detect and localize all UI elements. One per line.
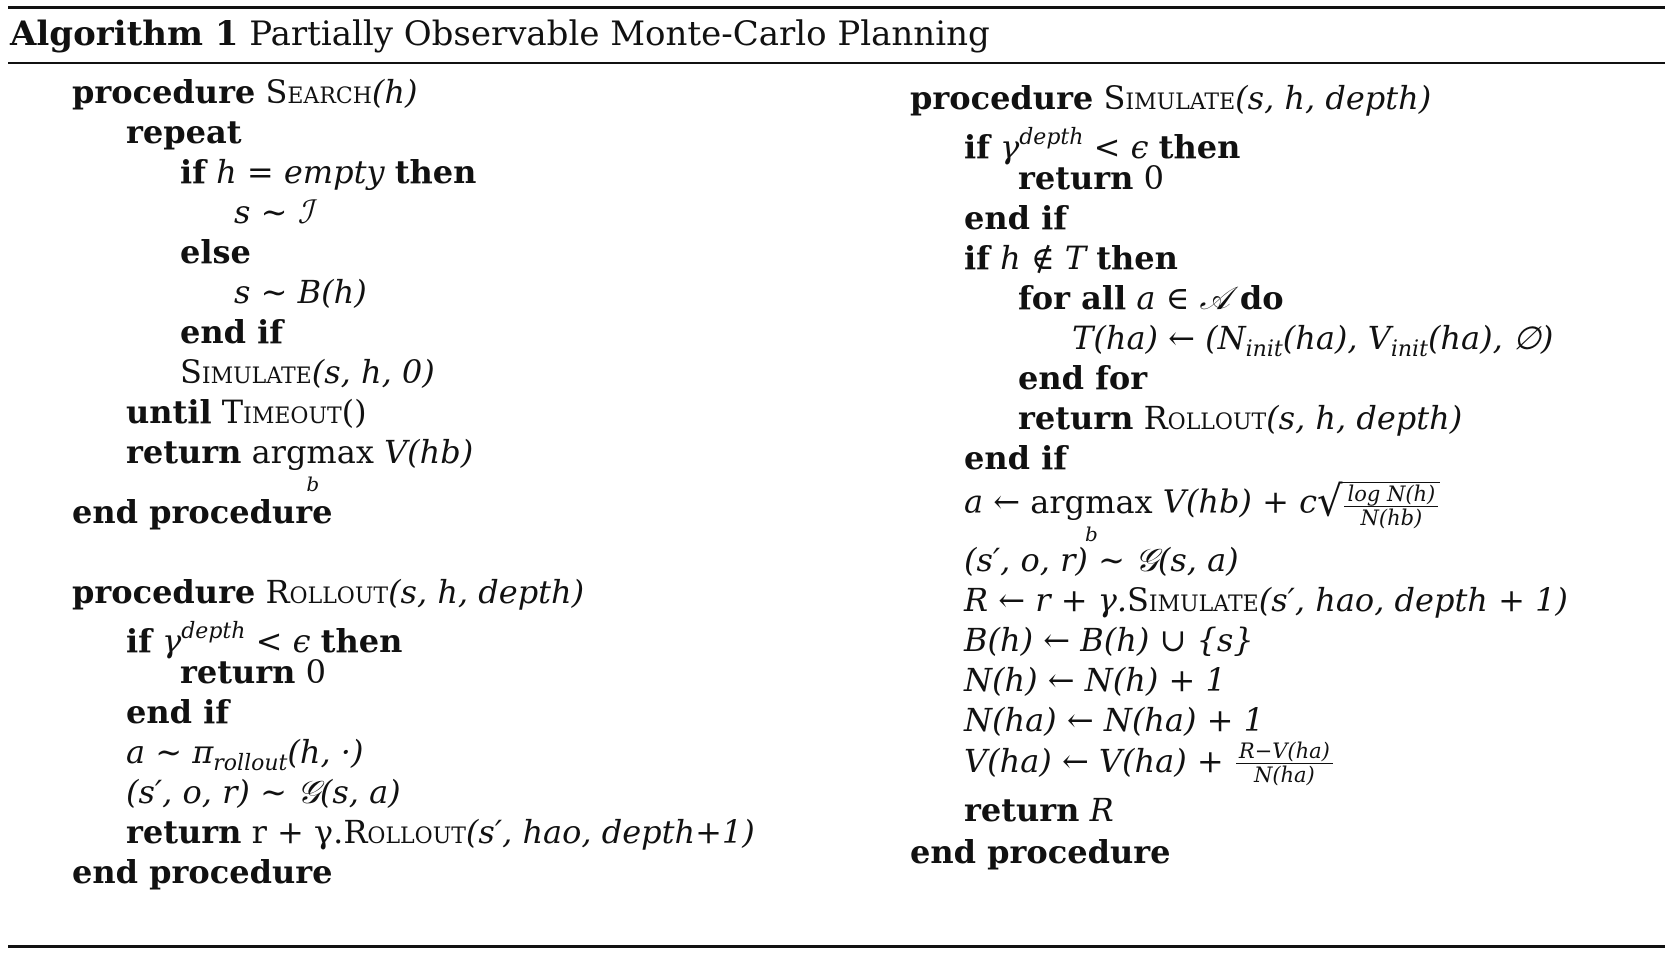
simulate-return-zero-line: return 0 [1018,159,1164,197]
search-name: Search [265,73,372,111]
value-fraction: $\frac{R-V(ha)}{N(ha)}$ [1236,740,1333,787]
r-update-line: R ← r + γ.Simulate(s′, hao, depth + 1) [964,581,1568,619]
rollout-return-zero-line: return 0 [180,653,326,691]
simulate-header: procedure Simulate(s, h, depth) [910,79,1432,117]
until-line: until Timeout() [126,393,367,431]
simulate-call-line: Simulate(s, h, 0) [180,353,435,391]
simulate-gen-line: (s′, o, r) ∼ 𝒢(s, a) [964,541,1239,579]
ucb-fraction: $\frac{\text{log N(h)}}{N(hb)}$ [1344,483,1438,530]
rollout-if-line: if $\gamma^{depth} < \epsilon$ then [126,619,403,660]
simulate-if-line: if $\gamma^{depth} < \epsilon$ then [964,125,1241,166]
belief-update-line: B(h) ← B(h) ∪ {s} [964,621,1254,659]
rollout-endif-line: end if [126,693,230,731]
rollout-end-line: end procedure [72,853,333,891]
rollout-header: procedure Rollout(s, h, depth) [72,573,585,611]
search-return-line: return argmax b V(hb) [126,433,474,496]
rollout-return-line: return r + γ.Rollout(s′, hao, depth+1) [126,813,755,851]
forall-line: for all a ∈ 𝒜 do [1018,279,1284,317]
sample-belief-line: s ∼ B(h) [234,273,367,311]
simulate-rollout-return-line: return Rollout(s, h, depth) [1018,399,1463,437]
simulate-endif2-line: end if [964,439,1068,477]
rollout-action-line: a ∼ $\pi_{rollout}(h$, ·) [126,733,364,776]
caption-rule [8,62,1665,64]
algorithm-caption [10,14,990,54]
endif-line: end if [180,313,284,351]
count-h-line: N(h) ← N(h) + 1 [964,661,1226,699]
search-end-line: end procedure [72,493,333,531]
count-ha-line: N(ha) ← N(ha) + 1 [964,701,1264,739]
sqrt-symbol: √ $\frac{\text{log N(h)}}{N(hb)}$ [1317,478,1440,530]
bottom-rule [8,945,1665,948]
top-rule [8,6,1665,9]
algorithm-label: Algorithm 1 [10,14,239,54]
sample-init-line: s ∼ ℐ [234,193,313,231]
endfor-line: end for [1018,359,1148,397]
simulate-name: Simulate [1103,79,1236,117]
simulate-return-line: return R [964,791,1114,829]
ucb-select-line: a ← argmax b V(hb) + c √ $\frac{\text{log N(h)}}{N(hb)}$ [964,478,1440,530]
tree-init-line: T(ha) ← ($N_{init}(ha)$, $V_{init}(ha)$, ∅) [1072,319,1554,362]
value-update-line: V(ha) ← V(ha) + $\frac{R-V(ha)}{N(ha)}$ [964,740,1335,787]
rollout-gen-line: (s′, o, r) ∼ 𝒢(s, a) [126,773,401,811]
algorithm-title: Partially Observable Monte-Carlo Planning [249,14,990,54]
if-empty-line: if h = empty then [180,153,477,191]
simulate-end-line: end procedure [910,833,1171,871]
repeat-line: repeat [126,113,242,151]
tree-check-line: if h ∉ T then [964,239,1178,277]
rollout-name: Rollout [265,573,389,611]
search-header: procedure Search(h) [72,73,418,111]
else-line: else [180,233,251,271]
simulate-endif-line: end if [964,199,1068,237]
